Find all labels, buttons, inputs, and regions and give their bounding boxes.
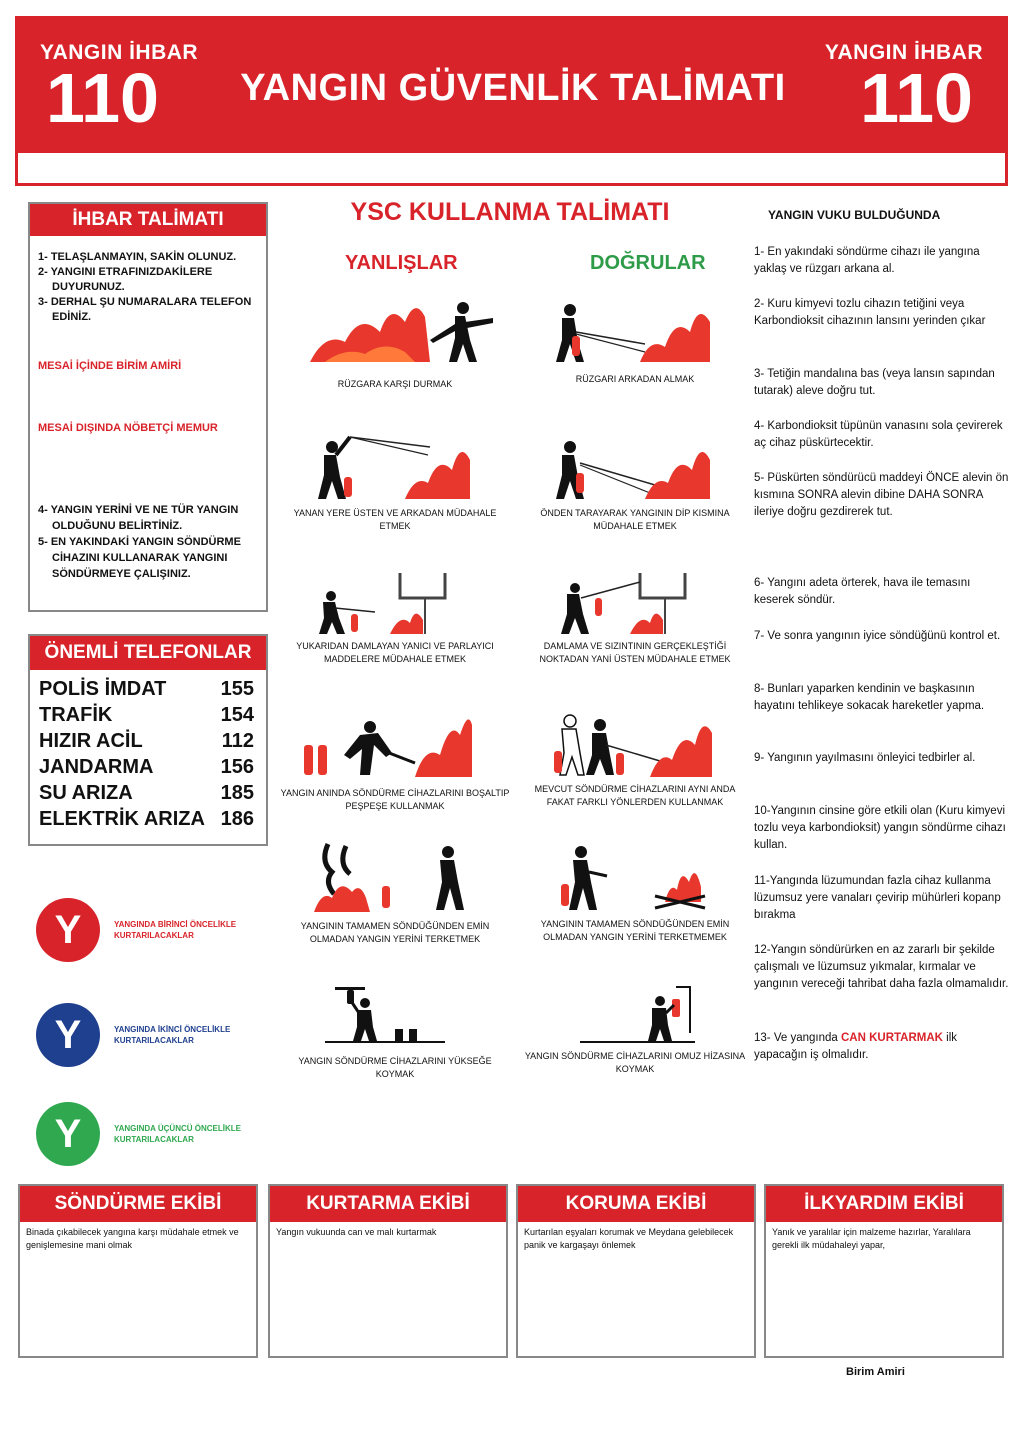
team-description: Kurtarılan eşyaları korumak ve Meydana gelebilecek panik ve kargaşayı önlemek bbox=[524, 1227, 734, 1250]
team-description: Binada çıkabilecek yangına karşı müdahale etmek ve genişlemesine mani olmak bbox=[26, 1227, 239, 1250]
ihbar-list bbox=[30, 236, 266, 325]
wrong-scene-5 bbox=[310, 842, 510, 916]
right-scene-3 bbox=[555, 568, 755, 638]
wrong-caption-4: YANGIN ANINDA SÖNDÜRME CİHAZLARINI BOŞALTIP PEŞPEŞE KULLANMAK bbox=[280, 788, 510, 811]
list-item: 2- YANGINI ETRAFINIZDAKİLERE DUYURUNUZ. bbox=[38, 266, 213, 293]
list-item: 4- YANGIN YERİNİ VE NE TÜR YANGIN OLDUĞUNU BELİRTİNİZ. bbox=[38, 504, 239, 532]
ihbar-list-2 bbox=[38, 502, 266, 582]
team-description: Yangın vukuunda can ve malı kurtarmak bbox=[276, 1227, 437, 1237]
vuku-step: 10-Yangının cinsine göre etkili olan (Kuru kimyevi tozlu veya karbondioksit) yangın söndürme cihazı kullan. bbox=[754, 805, 1006, 851]
sondurme-ekibi-box bbox=[18, 1184, 258, 1358]
telefon-name: SU ARIZA bbox=[39, 782, 133, 804]
telefon-name: POLİS İMDAT bbox=[39, 678, 167, 700]
priority-text: YANGINDA ÜÇÜNCÜ ÖNCELİKLE KURTARILACAKLAR bbox=[114, 1124, 241, 1144]
priority-text: YANGINDA İKİNCİ ÖNCELİKLE KURTARILACAKLAR bbox=[114, 1025, 231, 1045]
telefon-name: TRAFİK bbox=[39, 704, 113, 726]
ihbar-number-left: 110 bbox=[46, 59, 159, 137]
priority-second bbox=[36, 1003, 254, 1067]
priority-y-green-icon: Y bbox=[36, 1102, 100, 1166]
right-caption-4: MEVCUT SÖNDÜRME CİHAZLARINI AYNI ANDA FAKAT FARKLI YÖNLERDEN KULLANMAK bbox=[534, 784, 736, 807]
extinguisher-high-icon bbox=[325, 985, 445, 1045]
priority-first bbox=[36, 898, 254, 962]
ihbar-label-left: YANGIN İHBAR bbox=[40, 41, 199, 64]
right-scene-2 bbox=[550, 425, 750, 505]
fire-wind-behind-icon bbox=[550, 292, 720, 370]
list-item: 3- DERHAL ŞU NUMARALARA TELEFON EDİNİZ. bbox=[38, 296, 252, 323]
right-scene-1 bbox=[550, 292, 750, 370]
ihbar-talimati-title: İHBAR TALİMATI bbox=[30, 204, 266, 236]
team-title: SÖNDÜRME EKİBİ bbox=[20, 1186, 256, 1222]
simultaneous-extinguishers-icon bbox=[550, 705, 720, 783]
header-banner bbox=[15, 16, 1008, 186]
leaving-fire-wrong-icon bbox=[310, 842, 475, 916]
ihbar-number-right: 110 bbox=[860, 59, 973, 137]
priority-y-red-icon: Y bbox=[36, 898, 100, 962]
empty-extinguishers-icon bbox=[300, 705, 475, 783]
telefonlar-title: ÖNEMLİ TELEFONLAR bbox=[30, 636, 266, 670]
wrong-caption-5: YANGININ TAMAMEN SÖNDÜĞÜNDEN EMİN OLMADAN YANGIN YERİNİ TERKETMEK bbox=[300, 921, 490, 944]
fire-top-behind-icon bbox=[310, 425, 480, 505]
fire-base-sweep-icon bbox=[550, 425, 720, 505]
koruma-ekibi-box bbox=[516, 1184, 756, 1358]
table-row bbox=[30, 780, 266, 806]
vuku-step: 1- En yakındaki söndürme cihazı ile yangına yaklaş ve rüzgarı arkana al. bbox=[754, 246, 980, 275]
vuku-step: 5- Püskürten söndürücü maddeyi ÖNCE alevin ön kısmına SONRA alevin dibine DAHA SONRA ileriye doğru gezdirerek tut. bbox=[754, 472, 1009, 518]
right-scene-6 bbox=[580, 985, 780, 1045]
telefon-name: HIZIR ACİL bbox=[39, 730, 143, 752]
telefon-number: 155 bbox=[220, 678, 254, 700]
vuku-step: 2- Kuru kimyevi tozlu cihazın tetiğini veya Karbondioksit cihazının lansını yerinden çıkar bbox=[754, 298, 986, 327]
right-scene-5 bbox=[555, 842, 755, 916]
wrong-scene-3 bbox=[315, 568, 515, 638]
vuku-step: 12-Yangın söndürürken en az zararlı bir şekilde çalışmalı ve lüzumsuz yıkmalar, kırmalar ve yangının vereceği tahribat daha fazla olmamalıdır. bbox=[754, 944, 1009, 990]
right-caption-1: RÜZGARI ARKADAN ALMAK bbox=[575, 374, 695, 384]
right-caption-6: YANGIN SÖNDÜRME CİHAZLARINI OMUZ HİZASINA KOYMAK bbox=[524, 1051, 746, 1074]
extinguisher-shoulder-icon bbox=[580, 985, 700, 1045]
kurtarma-ekibi-box bbox=[268, 1184, 508, 1358]
drip-from-below-icon bbox=[315, 568, 465, 638]
wrong-scene-6 bbox=[325, 985, 525, 1045]
right-scene-4 bbox=[550, 705, 750, 783]
list-item: 1- TELAŞLANMAYIN, SAKİN OLUNUZ. bbox=[38, 251, 237, 263]
table-row bbox=[30, 702, 266, 728]
ihbar-label-right: YANGIN İHBAR bbox=[824, 41, 983, 64]
team-title: İLKYARDIM EKİBİ bbox=[766, 1186, 1002, 1222]
right-caption-5: YANGININ TAMAMEN SÖNDÜĞÜNDEN EMİN OLMADAN YANGIN YERİNİ TERKETMEMEK bbox=[540, 919, 730, 942]
telefon-number: 186 bbox=[220, 808, 254, 830]
step-13-pre: 13- Ve yangında bbox=[754, 1032, 841, 1044]
telefon-number: 156 bbox=[220, 756, 254, 778]
wrong-caption-1: RÜZGARA KARŞI DURMAK bbox=[337, 379, 453, 389]
priority-y-blue-icon: Y bbox=[36, 1003, 100, 1067]
dogrular-heading: DOĞRULAR bbox=[590, 252, 706, 274]
ysc-title: YSC KULLANMA TALİMATI bbox=[350, 198, 670, 226]
vuku-step: 11-Yangında lüzumundan fazla cihaz kullanma lüzumsuz yere vanaları çevirip mühürleri kopanp bırakma bbox=[754, 875, 1001, 921]
table-row bbox=[30, 728, 266, 754]
vuku-step: 6- Yangını adeta örterek, hava ile temasını keserek söndür. bbox=[754, 577, 971, 606]
wrong-scene-2 bbox=[310, 425, 510, 505]
telefon-number: 185 bbox=[220, 782, 254, 804]
vuku-step: 8- Bunları yaparken kendinin ve başkasının hayatını tehlikeye sokacak hareketler yapma. bbox=[754, 683, 985, 712]
vuku-step: 9- Yangının yayılmasını önleyici tedbirler al. bbox=[754, 752, 976, 764]
team-description: Yanık ve yaralılar için malzeme hazırlar, Yaralılara gerekli ilk müdahaleyi yapar, bbox=[772, 1227, 971, 1250]
priority-text: YANGINDA BİRİNCİ ÖNCELİKLE KURTARILACAKLAR bbox=[114, 920, 237, 940]
telefon-number: 112 bbox=[221, 730, 254, 752]
page-title: YANGIN GÜVENLİK TALİMATI bbox=[240, 67, 786, 109]
fire-wind-against-icon bbox=[305, 292, 505, 370]
telefon-name: ELEKTRİK ARIZA bbox=[39, 808, 205, 830]
mesai-disi-label: MESAİ DIŞINDA NÖBETÇİ MEMUR bbox=[38, 422, 218, 434]
wrong-scene-1 bbox=[305, 292, 505, 370]
ilkyardim-ekibi-box bbox=[764, 1184, 1004, 1358]
table-row bbox=[30, 754, 266, 780]
team-title: KORUMA EKİBİ bbox=[518, 1186, 754, 1222]
vuku-step-13 bbox=[754, 1030, 1012, 1064]
wrong-caption-3: YUKARIDAN DAMLAYAN YANICI VE PARLAYICI MADDELERE MÜDAHALE ETMEK bbox=[296, 641, 494, 664]
telefon-name: JANDARMA bbox=[39, 756, 154, 778]
vuku-heading: YANGIN VUKU BULDUĞUNDA bbox=[768, 208, 941, 222]
right-caption-3: DAMLAMA VE SIZINTININ GERÇEKLEŞTİĞİ NOKTADAN YANİ ÜSTEN MÜDAHALE ETMEK bbox=[539, 641, 731, 664]
telefon-list bbox=[30, 670, 266, 832]
wrong-scene-4 bbox=[300, 705, 500, 783]
vuku-step: 4- Karbondioksit tüpünün vanasını sola çevirerek aç cihaz püskürtecektir. bbox=[754, 420, 1003, 449]
can-kurtarmak-highlight: CAN KURTARMAK bbox=[840, 1032, 943, 1044]
watching-fire-right-icon bbox=[555, 842, 715, 916]
yanlislar-heading: YANLIŞLAR bbox=[345, 252, 458, 274]
wrong-caption-2: YANAN YERE ÜSTEN VE ARKADAN MÜDAHALE ETMEK bbox=[293, 508, 497, 531]
ihbar-talimati-box bbox=[28, 202, 268, 612]
birim-amiri-label: Birim Amiri bbox=[846, 1366, 905, 1378]
mesai-ici-label: MESAİ İÇİNDE BİRİM AMİRİ bbox=[38, 360, 182, 372]
vuku-step: 7- Ve sonra yangının iyice söndüğünü kontrol et. bbox=[754, 630, 1001, 642]
right-caption-2: ÖNDEN TARAYARAK YANGININ DİP KISMINA MÜDAHALE ETMEK bbox=[540, 508, 730, 531]
vuku-step: 3- Tetiğin mandalına bas (veya lansın sapından tutarak) aleve doğru tut. bbox=[754, 368, 995, 397]
table-row bbox=[30, 676, 266, 702]
priority-third bbox=[36, 1102, 254, 1166]
team-title: KURTARMA EKİBİ bbox=[270, 1186, 506, 1222]
list-item: 5- EN YAKINDAKİ YANGIN SÖNDÜRME CİHAZINI KULLANARAK YANGINI SÖNDÜRMEYE ÇALIŞINIZ. bbox=[38, 536, 241, 580]
header-red-band bbox=[18, 19, 1005, 153]
drip-from-above-icon bbox=[555, 568, 705, 638]
table-row bbox=[30, 806, 266, 832]
step-13-post: ilk yapacağın iş olmalıdır. bbox=[754, 1032, 958, 1061]
onemli-telefonlar-box bbox=[28, 634, 268, 846]
telefon-number: 154 bbox=[220, 704, 254, 726]
wrong-caption-6: YANGIN SÖNDÜRME CİHAZLARINI YÜKSEĞE KOYMAK bbox=[298, 1056, 492, 1079]
